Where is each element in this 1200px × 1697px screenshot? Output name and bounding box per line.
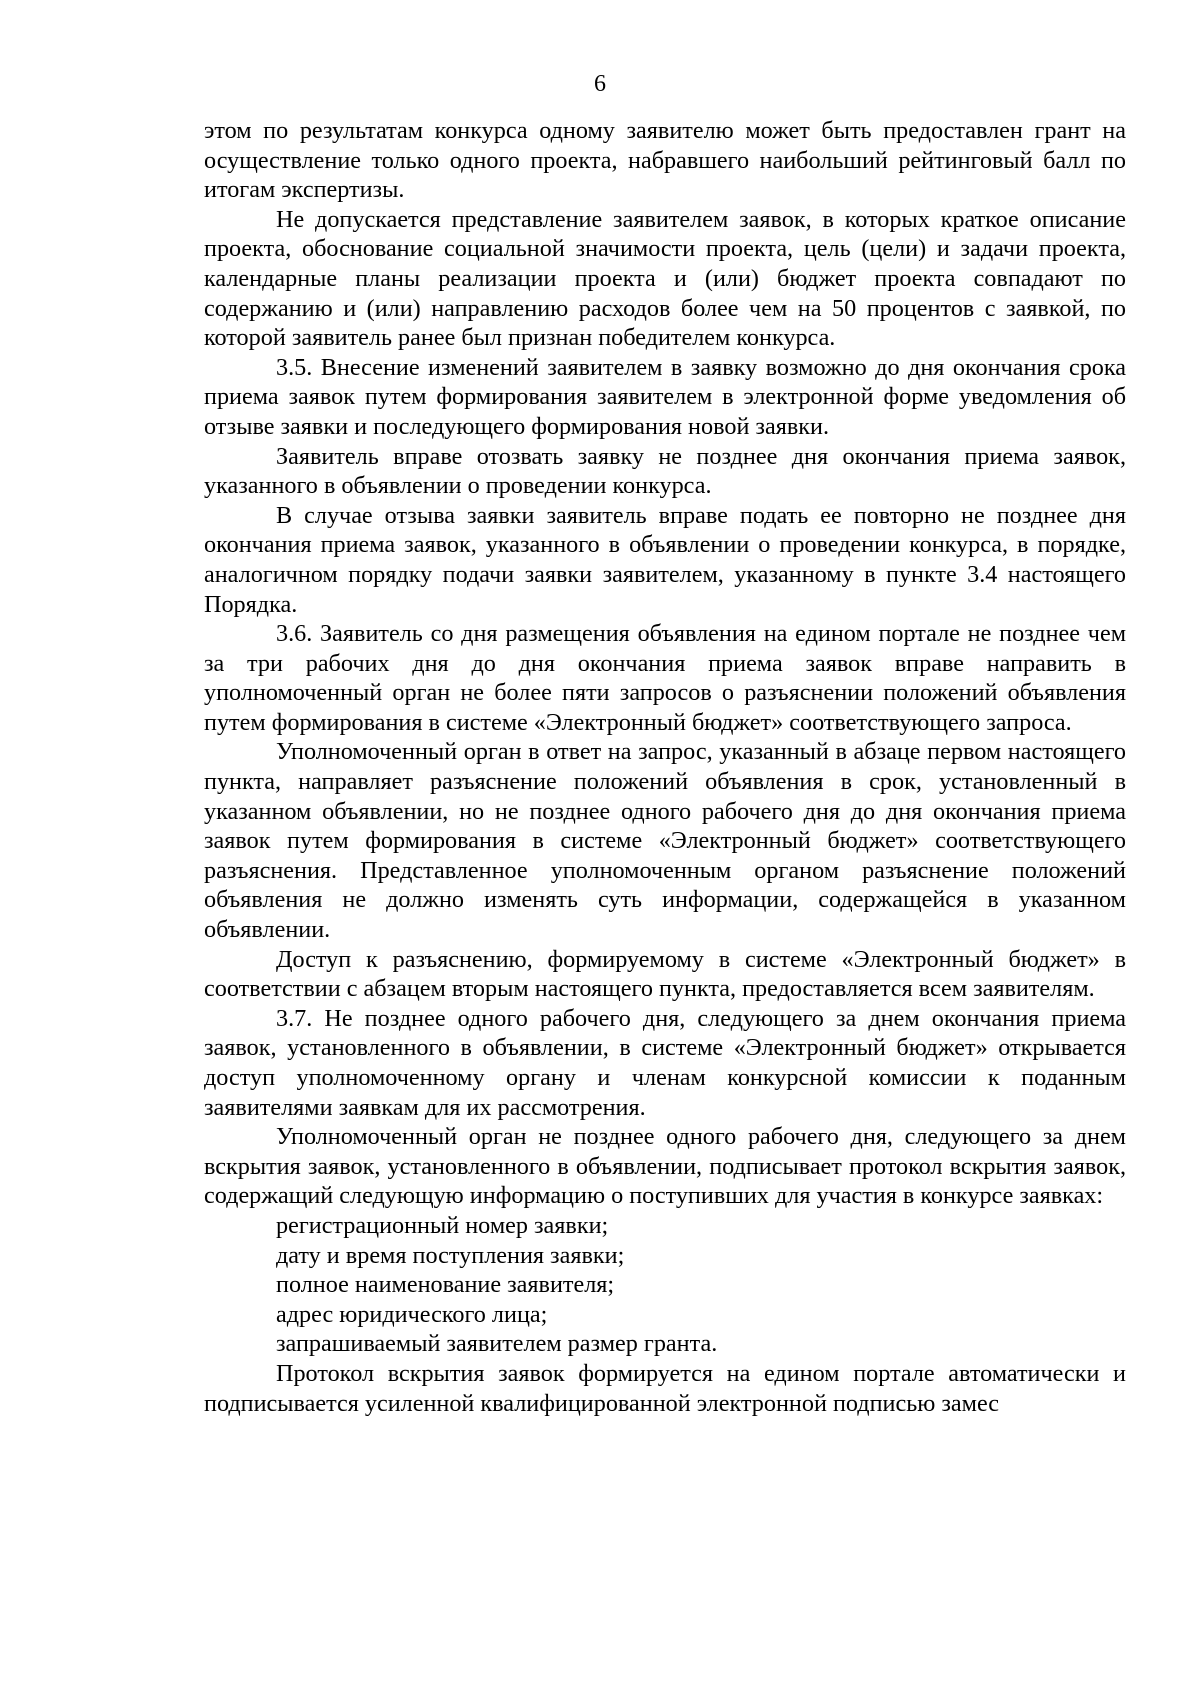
list-item: адрес юридического лица; xyxy=(276,1300,548,1328)
paragraph-section-3-5: 3.5. Внесение изменений заявителем в заявку возможно до дня окончания срока приема заявок путем формирования заявителем в электронной форме уведомления об отзыве заявки и последующего формирования новой заявки. xyxy=(204,353,1126,440)
paragraph-section-3-7: 3.7. Не позднее одного рабочего дня, следующего за днем окончания приема заявок, установленного в объявлении, в системе «Электронный бюджет» открывается доступ уполномоченному органу и членам конкурсной комиссии к поданным заявителями заявкам для их рассмотрения. xyxy=(204,1004,1126,1121)
list-item: полное наименование заявителя; xyxy=(276,1271,615,1299)
paragraph: В случае отзыва заявки заявитель вправе подать ее повторно не позднее дня окончания приема заявок, указанного в объявлении о проведении конкурса, в порядке, аналогичном порядку подачи заявки заявителем, указанному в пункте 3.4 настоящего Порядка. xyxy=(204,501,1126,618)
paragraph-final: Протокол вскрытия заявок формируется на едином портале автоматически и подписывается усиленной квалифицированной электронной подписью замес xyxy=(204,1359,1126,1417)
list-item: запрашиваемый заявителем размер гранта. xyxy=(276,1330,718,1358)
paragraph: Не допускается представление заявителем заявок, в которых краткое описание проекта, обоснование социальной значимости проекта, цель (цели) и задачи проекта, календарные планы реализации проекта и (или) бюджет проекта совпадают по содержанию и (или) направлению расходов более чем на 50 процентов с заявкой, по которой заявитель ранее был признан победителем конкурса. xyxy=(204,205,1126,352)
document-body xyxy=(204,116,1126,1418)
page-number: 6 xyxy=(594,71,606,97)
paragraph: Заявитель вправе отозвать заявку не позднее дня окончания приема заявок, указанного в объявлении о проведении конкурса. xyxy=(204,442,1126,500)
list-item: регистрационный номер заявки; xyxy=(276,1211,609,1239)
paragraph: Доступ к разъяснению, формируемому в системе «Электронный бюджет» в соответствии с абзацем вторым настоящего пункта, предоставляется всем заявителям. xyxy=(204,945,1126,1003)
paragraph: Уполномоченный орган не позднее одного рабочего дня, следующего за днем вскрытия заявок, установленного в объявлении, подписывает протокол вскрытия заявок, содержащий следующую информацию о поступивших для участия в конкурсе заявках: xyxy=(204,1123,1126,1210)
paragraph-continuation: этом по результатам конкурса одному заявителю может быть предоставлен грант на осуществление только одного проекта, набравшего наибольший рейтинговый балл по итогам экспертизы. xyxy=(204,117,1126,204)
list-item: дату и время поступления заявки; xyxy=(276,1241,625,1269)
paragraph: Уполномоченный орган в ответ на запрос, указанный в абзаце первом настоящего пункта, направляет разъяснение положений объявления в срок, установленный в указанном объявлении, но не позднее одного рабочего дня до дня окончания приема заявок путем формирования в системе «Электронный бюджет» соответствующего разъяснения. Представленное уполномоченным органом разъяснение положений объявления не должно изменять суть информации, содержащейся в указанном объявлении. xyxy=(204,738,1126,944)
paragraph-section-3-6: 3.6. Заявитель со дня размещения объявления на едином портале не позднее чем за три рабочих дня до дня окончания приема заявок вправе направить в уполномоченный орган не более пяти запросов о разъяснении положений объявления путем формирования в системе «Электронный бюджет» соответствующего запроса. xyxy=(204,620,1126,736)
